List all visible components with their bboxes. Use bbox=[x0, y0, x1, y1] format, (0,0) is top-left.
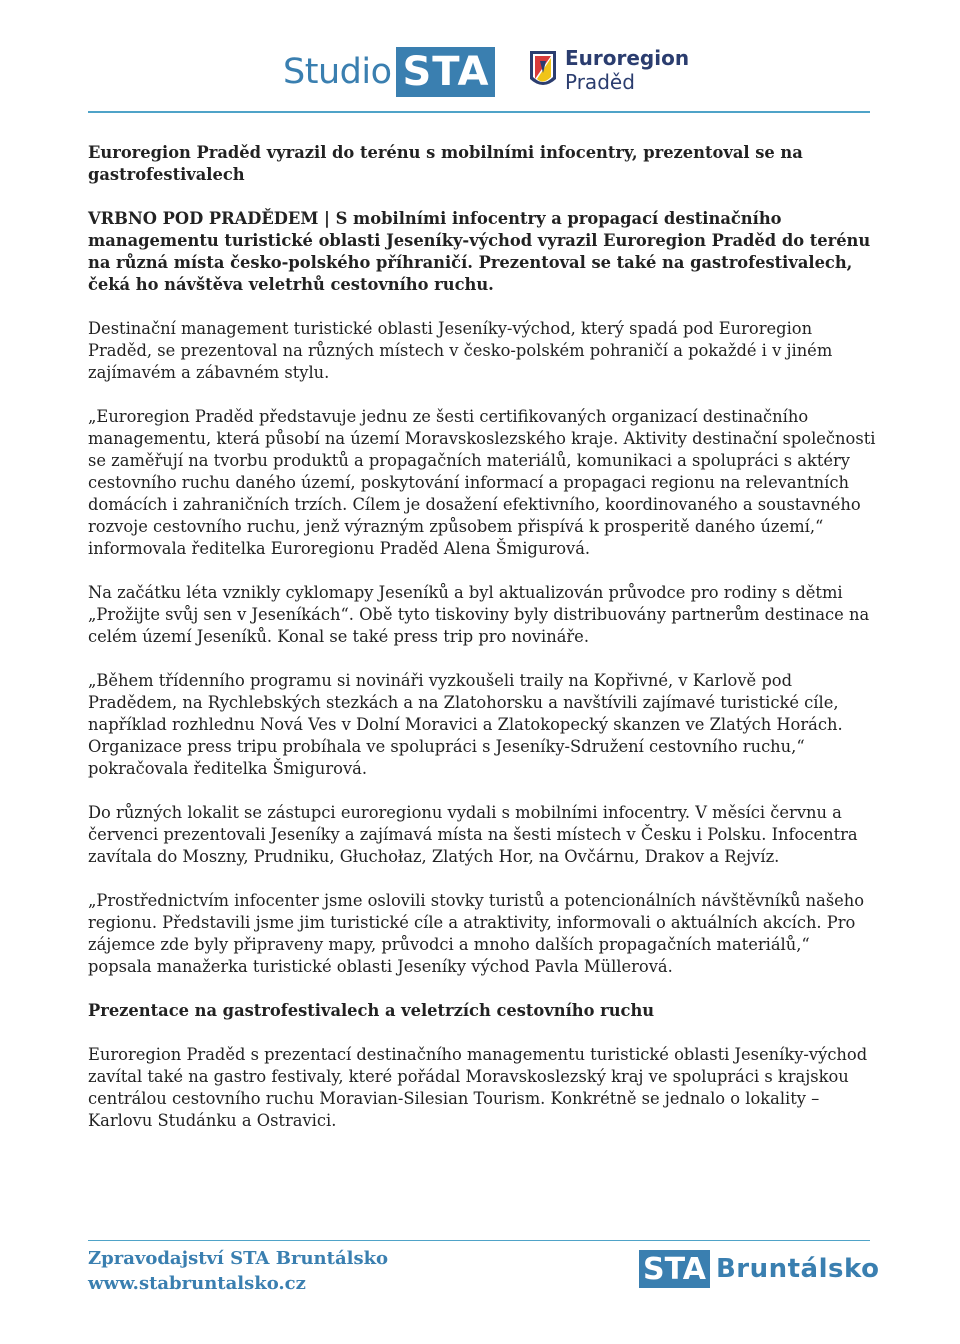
article-paragraph: Destinační management turistické oblasti Jeseníky-východ, který spadá pod Euroregion Praděd, se prezentoval na různých místech v česko-polském pohraničí a pokaždé i v jiném zajímavém a zábavném stylu. bbox=[88, 319, 833, 382]
article-paragraph: Do různých lokalit se zástupci euroregionu vydali s mobilními infocentry. V měsíci červnu a červenci prezentovali Jeseníky a zajímavá místa na šesti místech v Česku i Polsku. Infocentra zavítala do Moszny, Prudniku, Głuchołaz, Zlatých Hor, na Ovčárnu, Drakov a Rejvíz. bbox=[88, 803, 858, 866]
studio-sta-logo bbox=[283, 46, 495, 98]
euroregion-emblem-icon bbox=[528, 49, 558, 91]
article-lead: VRBNO POD PRADĚDEM | S mobilními infocentry a propagací destinačního managementu turistické oblasti Jeseníky-východ vyrazil Euroregion Praděd do terénu na různá místa česko-polského příhraničí. Prezentoval se také na gastrofestivalech, čeká ho návštěva veletrhů cestovního ruchu. bbox=[88, 209, 871, 294]
footer-website-link[interactable]: www.stabruntalsko.cz bbox=[88, 1273, 306, 1294]
article-paragraph: „Euroregion Praděd představuje jednu ze šesti certifikovaných organizací destinačního managementu, která působí na území Moravskoslezského kraje. Aktivity destinační společnosti se zaměřují na tvorbu produktů a propagačních materiálů, komunikaci a spolupráci s aktéry cestovního ruchu daného území, poskytování informací a propagaci regionu na relevantních domácích i zahraničních trzích. Cílem je dosažení efektivního, koordinovaného a soustavného rozvoje cestovního ruchu, jenž výrazným způsobem přispívá k prosperitě daného území,“ informovala ředitelka Euroregionu Praděd Alena Šmigurová. bbox=[88, 407, 876, 558]
header-logos bbox=[0, 40, 960, 110]
article-paragraph: „Během třídenního programu si novináři vyzkoušeli traily na Kopřivné, v Karlově pod Pradědem, na Rychlebských stezkách a na Zlatohorsku a navštívili zajímavé turistické cíle, například rozhlednu Nová Ves v Dolní Moravici a Zlatokopecký skanzen ve Zlatých Horách. Organizace press tripu probíhala ve spolupráci s Jeseníky-Sdružení cestovního ruchu,“ pokračovala ředitelka Šmigurová. bbox=[88, 671, 843, 778]
article-subheading: Prezentace na gastrofestivalech a veletrzích cestovního ruchu bbox=[88, 1001, 655, 1020]
studio-logo-text: Studio bbox=[283, 52, 392, 92]
sta-bruntalsko-logo bbox=[639, 1250, 879, 1288]
footer-divider bbox=[88, 1240, 870, 1241]
article-body bbox=[88, 142, 878, 1154]
footer-text bbox=[88, 1246, 388, 1296]
header-divider bbox=[88, 111, 870, 113]
euroregion-logo-line1: Euroregion bbox=[565, 46, 690, 70]
article-title: Euroregion Praděd vyrazil do terénu s mobilními infocentry, prezentoval se na gastrofestivalech bbox=[88, 143, 803, 184]
footer-publication-name: Zpravodajství STA Bruntálsko bbox=[88, 1248, 389, 1269]
article-paragraph: „Prostřednictvím infocenter jsme oslovili stovky turistů a potencionálních návštěvníků našeho regionu. Představili jsme jim turistické cíle a atraktivity, informovali o aktuálních akcích. Pro zájemce zde byly připraveny mapy, průvodci a mnoho dalších propagačních materiálů,“ popsala manažerka turistické oblasti Jeseníky východ Pavla Müllerová. bbox=[88, 891, 865, 976]
article-paragraph: Euroregion Praděd s prezentací destinačního managementu turistické oblasti Jeseníky-východ zavítal také na gastro festivaly, které pořádal Moravskoslezský kraj ve spolupráci s krajskou centrálou cestovního ruchu Moravian-Silesian Tourism. Konkrétně se jednalo o lokality – Karlovu Studánku a Ostravici. bbox=[88, 1045, 868, 1130]
sta-logo-box: STA bbox=[396, 47, 495, 97]
euroregion-logo-line2: Praděd bbox=[565, 70, 635, 94]
euroregion-logo bbox=[528, 46, 689, 94]
article-paragraph: Na začátku léta vznikly cyklomapy Jeseníků a byl aktualizován průvodce pro rodiny s dětmi „Prožijte svůj sen v Jeseníkách“. Obě tyto tiskoviny byly distribuovány partnerům destinace na celém území Jeseníků. Konal se také press trip pro novináře. bbox=[88, 583, 870, 646]
footer-sta-box: STA bbox=[639, 1250, 710, 1288]
footer-logo-text: Bruntálsko bbox=[715, 1254, 880, 1284]
euroregion-logo-text bbox=[565, 46, 689, 94]
